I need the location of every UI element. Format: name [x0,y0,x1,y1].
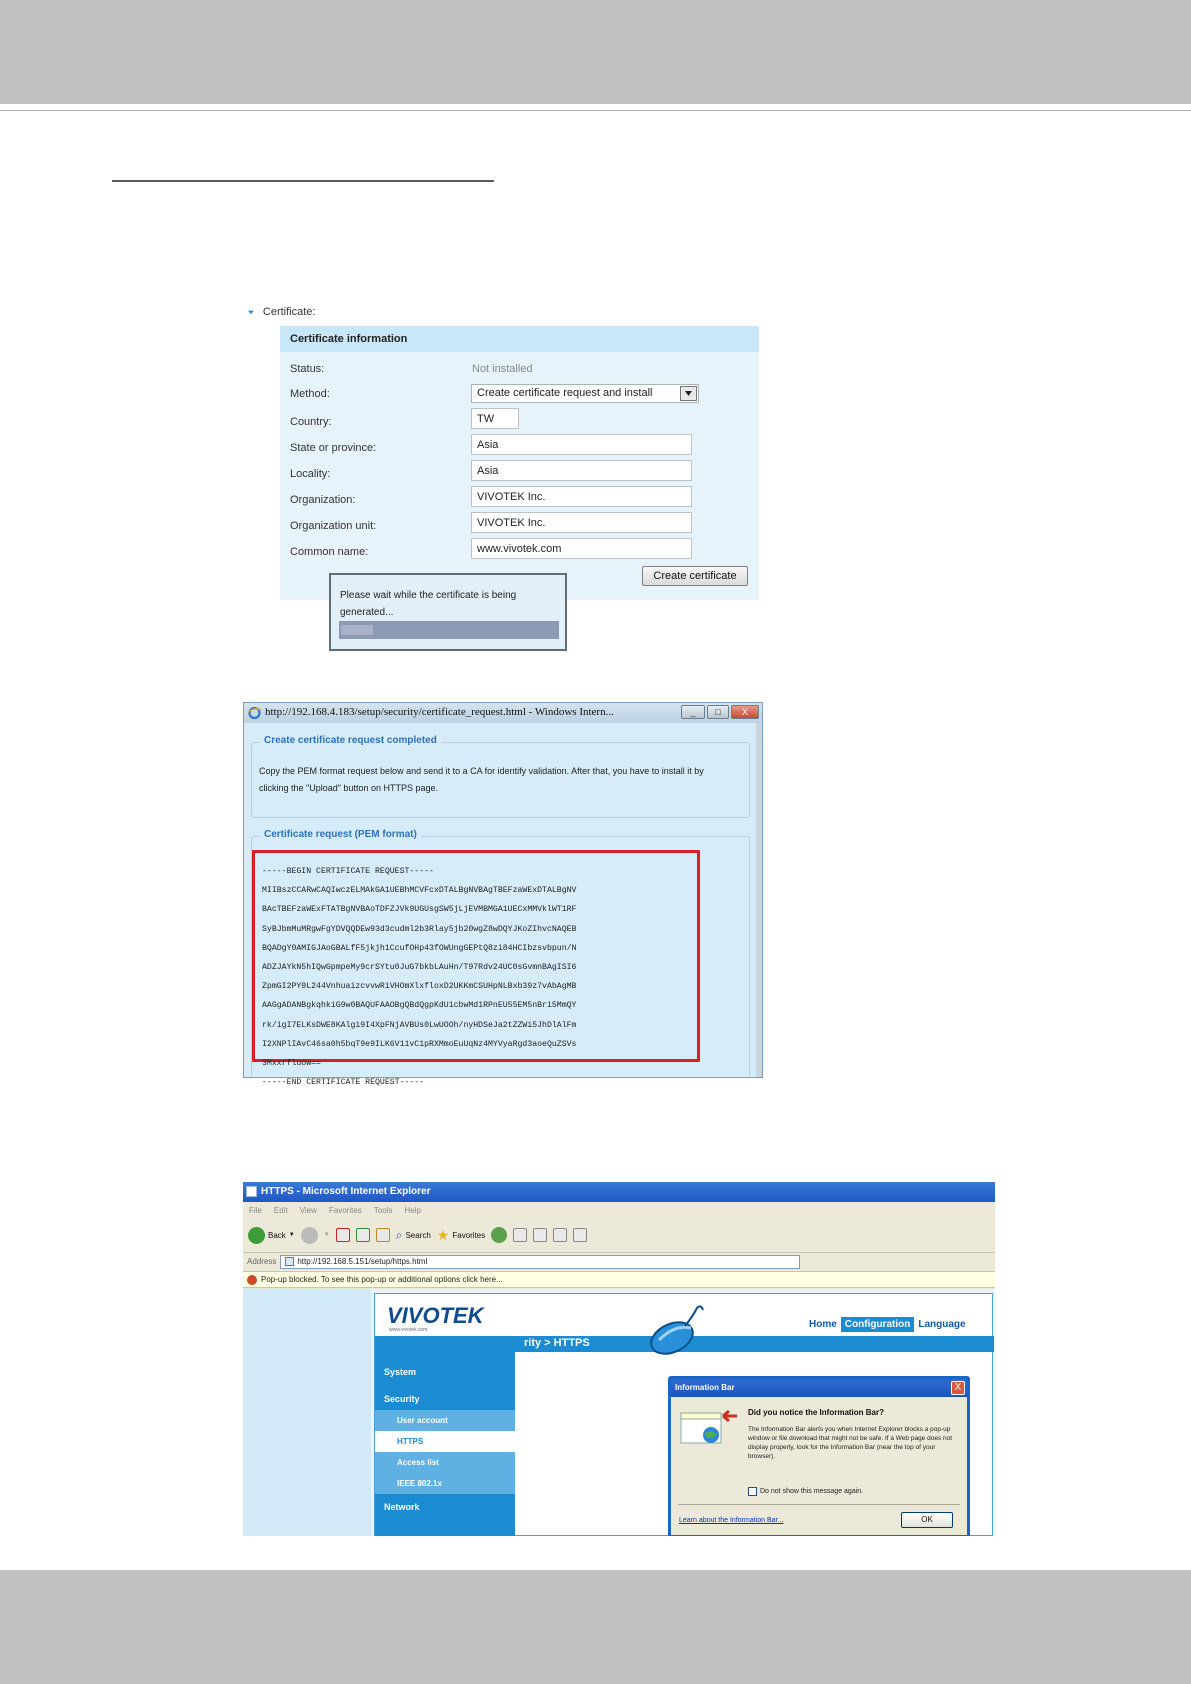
maximize-button[interactable]: □ [707,705,729,719]
messenger-icon[interactable] [573,1228,587,1242]
address-label: Address [247,1257,277,1266]
divider [678,1504,960,1505]
search-label: Search [405,1230,431,1240]
close-icon[interactable]: X [951,1381,965,1395]
sidebar-item-https[interactable]: HTTPS [375,1431,515,1452]
learn-more-link[interactable]: Learn about the Information Bar... [679,1517,784,1524]
refresh-icon[interactable] [356,1228,370,1242]
common-name-label: Common name: [290,546,369,558]
pem-request-text: -----BEGIN CERTIFICATE REQUEST----- MIIBszCCARwCAQIwczELMAkGA1UEBhMCVFcxDTALBgNVBAgTBEFzaWExDTALBgNV BAcTBEFzaWExFTATBgNVBAoTDFZJVk9UGUsgSW5jLjEVMBMGA1UECxMMVklWT1RF SyBJbmMuMRgwFgYDVQQDEw93d3cudml2b3Rlay5jb20wgZ8wDQYJKoZIhvcNAQEB BQADgY0AMIGJAoGBALfF5jkjh1CcufOHp43fOWUngGEPtQ8zi84HCIbzsvbpun/N ADZJAYkN5hIQwGpmpeMy9crSYtu0JuG7bkbLAuHn/T97Rdv24UC0sGvmnBAgISI6 ZpmGI2PY9L244VnhuaizcvvwRiVHOmXlxfloxD2UKKmCSUHpNLBxb39z7vAbAgMB AAGgADANBgkqhkiG9w0BAQUFAAOBgQBdQgpKdU1cbwMd1RPnEU55EM5nBri5MmQY rk/igI7ELKsDWE8KAlgi9I4XpFNjAVBUs0LwUOOh/nyHDSeJa2tZZWi5JhDlAlFm I2XNPlIAvC46sa0h5bqT9e9ILK6V11vC1pRXMmoEuUqNz4MYVyaRgd3aoeQuZSVs 3Mxxrfluow== -----END CERTIFICATE REQUEST----- [262,867,577,1088]
organization-label: Organization: [290,494,356,506]
certificate-toggle-label: Certificate: [262,306,316,318]
page-left-gutter [243,1289,371,1536]
country-field[interactable]: TW [471,408,519,429]
menu-favorites[interactable]: Favorites [328,1206,362,1215]
ie-page-content [243,1289,995,1536]
ie-window-title: HTTPS - Microsoft Internet Explorer [261,1186,431,1197]
wait-popup [329,573,567,651]
common-name-field[interactable]: www.vivotek.com [471,538,692,559]
address-input[interactable] [280,1255,800,1269]
camera-logo-area [375,1294,515,1336]
favorites-label: Favorites [452,1230,486,1240]
chevron-down-icon: ▼ [246,308,256,316]
sidebar-item-ieee-8021x[interactable]: IEEE 802.1x [375,1473,515,1494]
edit-icon[interactable] [553,1228,567,1242]
wait-progress-fill [341,625,373,635]
pem-format-legend: Certificate request (PEM format) [260,829,421,840]
ie-toolbar [243,1220,995,1250]
infobar-text: Pop-up blocked. To see this pop-up or additional options click here... [261,1275,503,1284]
menu-edit[interactable]: Edit [273,1206,288,1215]
print-icon[interactable] [533,1228,547,1242]
ie-logo-icon [247,706,262,720]
vivotek-logo[interactable]: VIVOTEK [387,1303,484,1328]
dont-show-again-label: Do not show this message again. [760,1488,864,1495]
request-completed-legend: Create certificate request completed [260,735,441,746]
camera-sidebar [375,1352,515,1536]
method-select-value: Create certificate request and install [477,387,653,399]
star-icon: ★ [436,1226,450,1243]
pem-window-scrollbar[interactable] [756,723,762,1078]
back-label: Back [268,1230,286,1240]
menu-file[interactable]: File [249,1206,262,1215]
organization-field[interactable]: VIVOTEK Inc. [471,486,692,507]
organization-unit-field[interactable]: VIVOTEK Inc. [471,512,692,533]
breadcrumb: rity > HTTPS [375,1336,994,1352]
popup-blocked-icon [247,1275,257,1285]
nav-language[interactable]: Language [918,1319,966,1330]
create-certificate-button[interactable]: Create certificate [642,566,748,586]
chevron-down-icon[interactable] [680,386,697,401]
request-completed-group [251,735,750,818]
vivotek-logo-url: www.vivotek.com [389,1327,428,1333]
pem-instructions: Copy the PEM format request below and send it to a CA for identify validation. After that, you have to install it by clicking the "Upload" button on HTTPS page. [259,766,704,793]
sidebar-item-security[interactable]: Security [384,1394,420,1404]
menu-view[interactable]: View [299,1206,317,1215]
sidebar-item-network[interactable]: Network [384,1502,420,1512]
mail-icon[interactable] [513,1228,527,1242]
certificate-section-toggle[interactable] [246,304,315,320]
ie-information-bar[interactable] [243,1271,995,1288]
information-bar-dialog [668,1376,970,1536]
page-footer-band [0,1570,1191,1684]
chevron-down-icon[interactable]: ▼ [288,1232,295,1238]
info-dialog-titlebar [671,1379,967,1397]
menu-tools[interactable]: Tools [373,1206,393,1215]
page-icon [285,1257,294,1266]
forward-arrow-icon[interactable] [301,1227,318,1244]
menu-help[interactable]: Help [404,1206,421,1215]
locality-field[interactable]: Asia [471,460,692,481]
pem-request-textarea[interactable] [252,850,700,1088]
page-header-band [0,0,1191,104]
back-arrow-icon [248,1227,265,1244]
ie-browser-window [243,1182,995,1536]
state-label: State or province: [290,442,377,454]
pem-window-title: http://192.168.4.183/setup/security/certificate_request.html - Windows Intern... [265,706,614,718]
ie-addressbar [243,1252,995,1270]
locality-label: Locality: [290,468,331,480]
status-value: Not installed [472,363,533,375]
nav-configuration[interactable]: Configuration [841,1317,915,1332]
history-icon[interactable] [491,1227,507,1243]
wait-progress-bar [339,621,559,639]
search-icon: ⌕ [395,1227,403,1242]
dont-show-again-row[interactable] [748,1487,863,1496]
information-bar-illustration-icon [679,1407,741,1449]
minimize-button[interactable]: _ [681,705,705,719]
certificate-panel-title: Certificate information [280,326,759,352]
dont-show-again-checkbox[interactable] [748,1487,757,1496]
section-title-underline [112,180,494,182]
address-url: http://192.168.5.151/setup/https.html [297,1257,428,1266]
close-button[interactable]: X [731,705,759,719]
chevron-down-icon[interactable]: ▼ [323,1232,330,1238]
ok-button[interactable]: OK [901,1512,953,1528]
sidebar-item-access-list[interactable]: Access list [375,1452,515,1473]
info-dialog-body: The Information Bar alerts you when Internet Explorer blocks a pop-up window or file download that might not be safe. If a Web page does not display properly, look for the Information Bar (near the top of your browser). [748,1426,953,1460]
camera-config-frame [374,1293,993,1536]
country-label: Country: [290,416,332,428]
stop-icon[interactable] [336,1228,350,1242]
info-dialog-title: Information Bar [675,1383,735,1392]
mouse-icon [647,1302,705,1356]
sidebar-item-user-account[interactable]: User account [375,1410,515,1431]
state-field[interactable]: Asia [471,434,692,455]
home-icon[interactable] [376,1228,390,1242]
ie-menubar [243,1202,995,1220]
wait-message: Please wait while the certificate is being generated... [340,590,517,618]
method-label: Method: [290,388,330,400]
method-select[interactable] [471,384,699,403]
back-button[interactable] [248,1227,295,1244]
favorites-button[interactable] [437,1227,485,1244]
search-button[interactable] [396,1228,431,1243]
certificate-panel [280,326,759,600]
sidebar-item-system[interactable]: System [384,1367,417,1377]
organization-unit-label: Organization unit: [290,520,377,532]
page-icon [246,1186,257,1197]
info-dialog-heading: Did you notice the Information Bar? [748,1408,885,1417]
ie-titlebar [243,1182,995,1202]
camera-top-nav [805,1317,970,1332]
status-label: Status: [290,363,325,375]
header-rule [0,110,1191,111]
nav-home[interactable]: Home [809,1319,837,1330]
